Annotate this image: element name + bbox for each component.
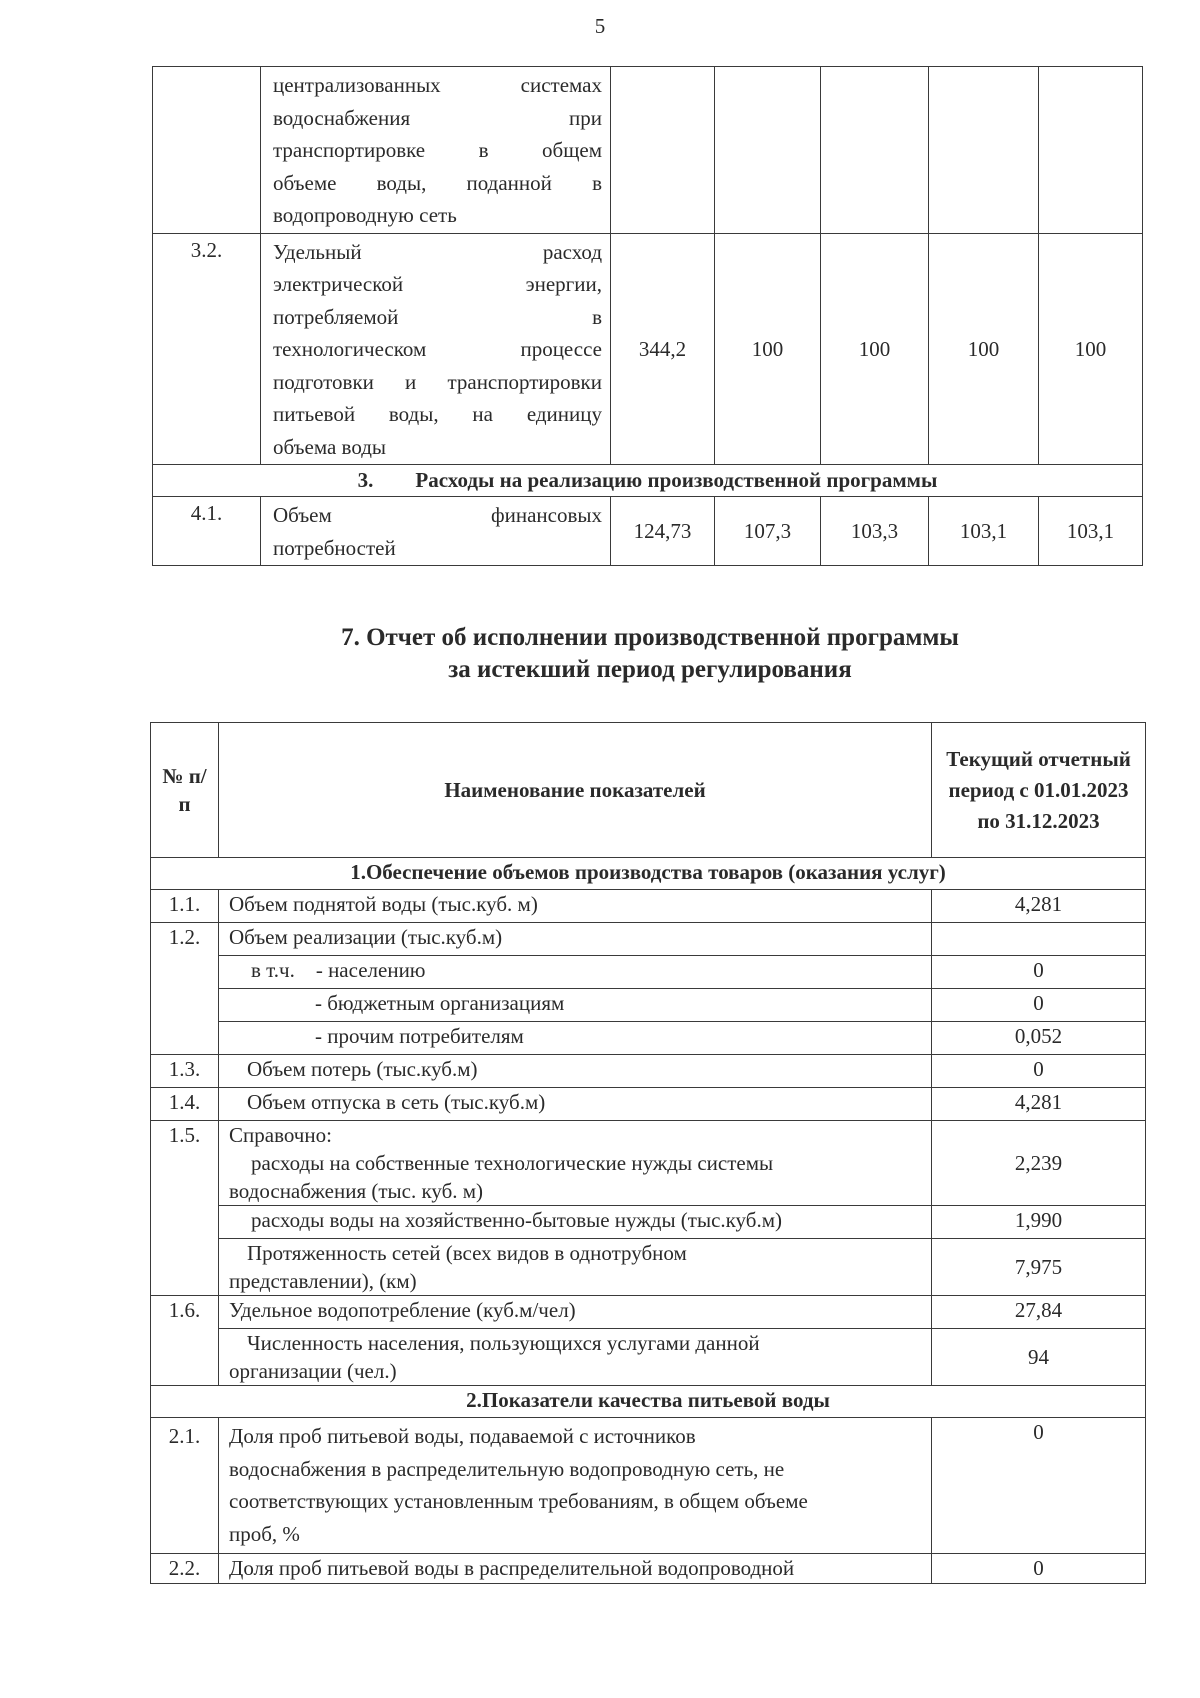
- table-row: [151, 1088, 1146, 1121]
- row-number: 1.5.: [151, 1121, 219, 1296]
- row-value: 2,239: [932, 1121, 1146, 1206]
- row-number: 1.3.: [151, 1055, 219, 1088]
- header-row: [151, 723, 1146, 858]
- row-number: 1.4.: [151, 1088, 219, 1121]
- desc-line: транспортировке в общем: [273, 138, 602, 162]
- table-row: [151, 956, 1146, 989]
- desc-line: питьевой воды, на единицу: [273, 402, 602, 426]
- table-row: [151, 1055, 1146, 1088]
- value-cell: [1039, 67, 1143, 234]
- label-line: Протяженность сетей (всех видов в однотрубном: [247, 1241, 687, 1265]
- desc-line: электрической энергии,: [273, 272, 602, 296]
- row-label: [219, 1329, 932, 1386]
- col-header-name: Наименование показателей: [219, 723, 932, 858]
- row-number: 1.6.: [151, 1296, 219, 1386]
- row-label: Объем реализации (тыс.куб.м): [219, 923, 932, 956]
- label-line: Доля проб питьевой воды, подаваемой с источников: [229, 1424, 696, 1448]
- table-row: [151, 1329, 1146, 1386]
- col-header-period: Текущий отчетный период с 01.01.2023 по 31.12.2023: [932, 723, 1146, 858]
- row-value: 0: [932, 1418, 1146, 1554]
- heading-line: 7. Отчет об исполнении производственной программы: [341, 624, 959, 651]
- desc-line: потребляемой в: [273, 304, 602, 329]
- row-value: 1,990: [932, 1206, 1146, 1239]
- value-cell: 100: [1039, 233, 1143, 465]
- value-cell: [821, 67, 929, 234]
- label-line: соответствующих установленным требованиям, в общем объеме: [229, 1489, 808, 1513]
- row-number: 2.2.: [151, 1554, 219, 1584]
- row-number: [153, 67, 261, 234]
- value-cell: [929, 67, 1039, 234]
- table-row: [151, 1296, 1146, 1329]
- row-value: 0: [932, 956, 1146, 989]
- row-value: 0: [932, 989, 1146, 1022]
- table-row: [151, 1206, 1146, 1239]
- section-row: [151, 1386, 1146, 1418]
- value-cell: 100: [715, 233, 821, 465]
- desc-line: Объем финансовых: [273, 503, 602, 527]
- row-label: Объем потерь (тыс.куб.м): [219, 1055, 932, 1088]
- row-number: 1.1.: [151, 890, 219, 923]
- row-label: Объем поднятой воды (тыс.куб. м): [219, 890, 932, 923]
- label-line: проб, %: [229, 1521, 300, 1546]
- table-row: [151, 1121, 1146, 1206]
- section-title: 1.Обеспечение объемов производства товаров (оказания услуг): [151, 858, 1146, 890]
- desc-line: потребностей: [273, 535, 396, 560]
- label-line: организации (чел.): [229, 1359, 397, 1383]
- table-row: [151, 923, 1146, 956]
- col-header-number: № п/п: [151, 723, 219, 858]
- row-label: Доля проб питьевой воды в распределительной водопроводной: [219, 1554, 932, 1584]
- value-cell: 124,73: [611, 497, 715, 566]
- row-label: - прочим потребителям: [219, 1022, 932, 1055]
- row-value: 94: [932, 1329, 1146, 1386]
- value-cell: [611, 67, 715, 234]
- label-line: расходы на собственные технологические нужды системы: [251, 1151, 774, 1175]
- desc-line: централизованных системах: [273, 73, 602, 97]
- row-number: 1.2.: [151, 923, 219, 1055]
- row-label: Объем отпуска в сеть (тыс.куб.м): [219, 1088, 932, 1121]
- page-number: 5: [594, 14, 606, 38]
- row-value: 4,281: [932, 890, 1146, 923]
- desc-line: технологическом процессе: [273, 337, 602, 361]
- section-heading: [0, 622, 1200, 686]
- row-number: 3.2.: [153, 233, 261, 465]
- desc-line: объеме воды, поданной в: [273, 170, 602, 195]
- row-value: 7,975: [932, 1239, 1146, 1296]
- label-line: представлении), (км): [229, 1269, 417, 1293]
- table-row: [151, 1022, 1146, 1055]
- table-row: [151, 1554, 1146, 1584]
- desc-line: водопроводную сеть: [273, 203, 457, 227]
- row-value: 4,281: [932, 1088, 1146, 1121]
- value-cell: 103,3: [821, 497, 929, 566]
- desc-line: объема воды: [273, 434, 387, 459]
- desc-line: подготовки и транспортировки: [273, 369, 602, 394]
- row-label: Удельное водопотребление (куб.м/чел): [219, 1296, 932, 1329]
- row-number: 4.1.: [153, 497, 261, 566]
- row-number: 2.1.: [151, 1418, 219, 1554]
- table-row: [151, 1239, 1146, 1296]
- table-row: [153, 233, 1143, 465]
- report-table: [150, 722, 1146, 1584]
- label-line: Справочно:: [229, 1123, 332, 1147]
- indicator-description: [261, 233, 611, 465]
- indicator-description: [261, 497, 611, 566]
- table-row: [153, 67, 1143, 234]
- row-label: [219, 1418, 932, 1554]
- section-row: [151, 858, 1146, 890]
- row-value: [932, 923, 1146, 956]
- section-title: 2.Показатели качества питьевой воды: [151, 1386, 1146, 1418]
- row-label: [219, 1121, 932, 1206]
- row-value: 0: [932, 1055, 1146, 1088]
- row-label: в т.ч. - населению: [219, 956, 932, 989]
- heading-line: за истекший период регулирования: [448, 656, 852, 683]
- value-cell: 103,1: [1039, 497, 1143, 566]
- table-row: [151, 1418, 1146, 1554]
- label-line: Численность населения, пользующихся услугами данной: [247, 1331, 760, 1355]
- desc-line: водоснабжения при: [273, 105, 602, 130]
- row-label: [219, 1239, 932, 1296]
- row-label: расходы воды на хозяйственно-бытовые нужды (тыс.куб.м): [219, 1206, 932, 1239]
- production-program-table-continuation: [152, 66, 1143, 566]
- section-title: 3. Расходы на реализацию производственной программы: [153, 465, 1143, 497]
- row-value: 27,84: [932, 1296, 1146, 1329]
- row-value: 0: [932, 1554, 1146, 1584]
- label-line: водоснабжения в распределительную водопроводную сеть, не: [229, 1456, 785, 1481]
- desc-line: Удельный расход: [273, 239, 602, 264]
- row-value: 0,052: [932, 1022, 1146, 1055]
- row-label: - бюджетным организациям: [219, 989, 932, 1022]
- table-row: [151, 989, 1146, 1022]
- value-cell: 344,2: [611, 233, 715, 465]
- value-cell: [715, 67, 821, 234]
- table-row: [151, 890, 1146, 923]
- value-cell: 103,1: [929, 497, 1039, 566]
- value-cell: 100: [821, 233, 929, 465]
- indicator-description: [261, 67, 611, 234]
- section-row: [153, 465, 1143, 497]
- table-row: [153, 497, 1143, 566]
- value-cell: 100: [929, 233, 1039, 465]
- label-line: водоснабжения (тыс. куб. м): [229, 1179, 484, 1203]
- value-cell: 107,3: [715, 497, 821, 566]
